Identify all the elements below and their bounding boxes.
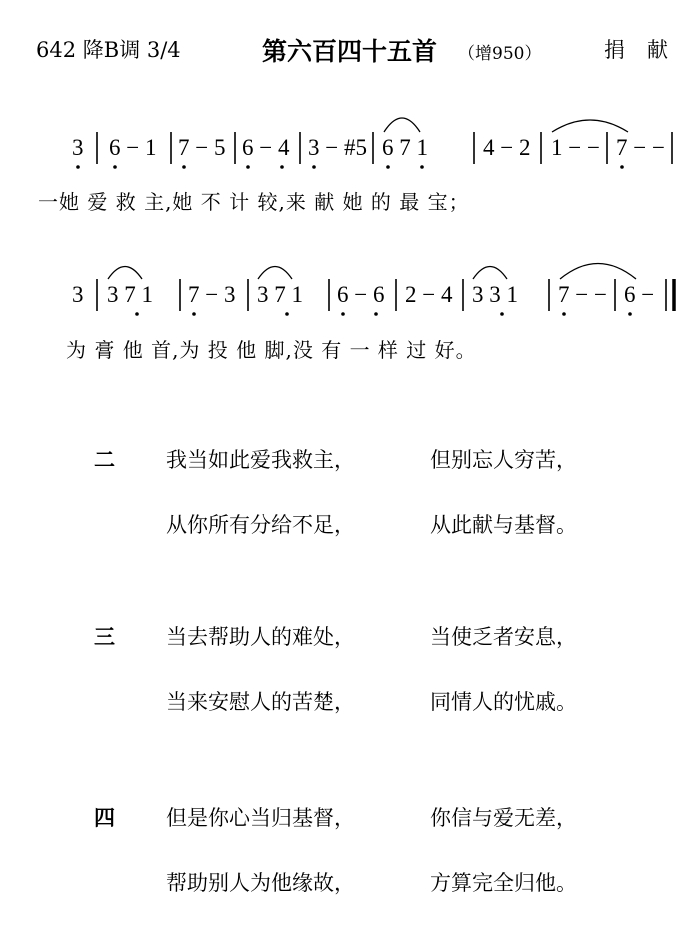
- note-group: 6 7 1: [382, 135, 428, 160]
- verse-2-line-2b: 从此献与基督。: [430, 513, 577, 537]
- verse-number-2: 二: [94, 447, 115, 472]
- note-group: 6 − 4: [242, 135, 290, 160]
- hymn-category: 捐献: [604, 38, 690, 62]
- note-group: 6 − 6: [337, 282, 385, 307]
- verse-3-line-2a: 当来安慰人的苦楚，: [166, 690, 355, 714]
- verse-2-line-2a: 从你所有分给不足，: [166, 513, 355, 537]
- note-group: 6 − 1: [109, 135, 157, 160]
- verse-number-3: 三: [94, 624, 115, 649]
- lyric-line-2: 为 膏 他 首,为 投 他 脚,没 有 一 样 过 好。: [66, 338, 477, 362]
- note-group: 3 3 1: [472, 282, 518, 307]
- verse-2-line-1a: 我当如此爱我救主，: [166, 448, 355, 472]
- verse-4-line-1b: 你信与爱无差，: [430, 806, 577, 830]
- verse-3-line-1a: 当去帮助人的难处，: [166, 625, 355, 649]
- verse-4-line-2b: 方算完全归他。: [430, 871, 577, 895]
- note-group: 1 − −: [551, 135, 600, 160]
- note-group: 7 − −: [558, 282, 607, 307]
- note-group: 4 − 2: [483, 135, 531, 160]
- note-group: 3 − #5: [308, 135, 367, 160]
- note-group: 3 7 1: [107, 282, 153, 307]
- verse-4-line-2a: 帮助别人为他缘故，: [166, 871, 355, 895]
- note-group: 2 − 4: [405, 282, 453, 307]
- verse-3-line-1b: 当使乏者安息，: [430, 625, 577, 649]
- verse-3-line-2b: 同情人的忧戚。: [430, 690, 577, 714]
- key-signature: 642 降B调 3/4: [36, 38, 181, 62]
- verse-number-4: 四: [94, 805, 115, 830]
- verse-4-line-1a: 但是你心当归基督，: [166, 806, 355, 830]
- note-group: 7 − 3: [188, 282, 236, 307]
- note-group: 7 − −: [616, 135, 665, 160]
- note-group: 6 −: [624, 282, 655, 307]
- note-3: 3: [72, 282, 84, 307]
- hymn-title: 第六百四十五首: [262, 37, 438, 66]
- hymn-supplement-number: （增950）: [458, 44, 542, 64]
- verse-2-line-1b: 但别忘人穷苦，: [430, 448, 577, 472]
- note-group: 7 − 5: [178, 135, 226, 160]
- lyric-line-1: 一她 爱 救 主,她 不 计 较,来 献 她 的 最 宝；: [38, 190, 470, 214]
- note-3: 3: [72, 135, 84, 160]
- note-group: 3 7 1: [257, 282, 303, 307]
